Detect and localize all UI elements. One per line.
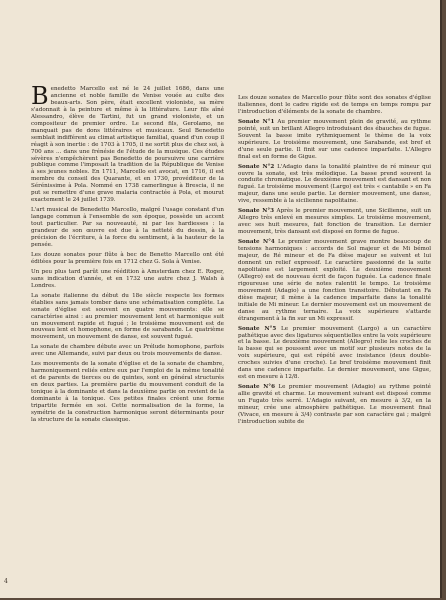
sonata-3-paragraph: Sonate N°3 Après le premier mouvement, une Sicilienne, suit un Allegro très enlevé en mesures simples. Le troisième mouvement, avec ses huit mesures, fait fonction de transition. Le dernier mouvement, très dansant est disposé en forme de fugue. [238, 208, 432, 236]
drop-cap: B [31, 82, 49, 110]
intro-paragraph: Les douze sonates de Marcello pour flûte sont des sonates d'église italiennes, dont le cadre rigide est de temps en temps rompu par l'introduction d'éléments de la sonate de chambre. [238, 95, 431, 115]
sonata-5-label: Sonate N°5 [238, 325, 277, 332]
sonata-2-paragraph: Sonate N°2 L'Adagio dans la tonalité plaintive de ré mineur qui ouvre la sonate, est très mélodique. La basse prend souvent la conduite chromatique. Le deuxième mouvement est dansant et non fugué. Le troisième mouvement (Largo) est très « cantabile » en Fa majeur, dans une seule partie. Le dernier mouvement, une danse, vive, ressemble à la sicilienne napolitaine. [238, 163, 432, 205]
sonata-6-label: Sonate N°6 [238, 384, 275, 391]
sonata-1-paragraph: Sonate N°1 Au premier mouvement plein de gravité, au rythme pointé, suit un brillant Allegro introduisant des ébauches de fugue. Souvent la basse imite rythmiquement le thème de la voix supérieure. Le troisième mouvement, une Sarabande, est bref et d'une seule partie. Il finit sur une cadence imparfaite. L'Allegro final est en forme de Gigue. [238, 118, 431, 160]
right-column [238, 95, 431, 426]
left-column [31, 82, 224, 424]
paragraph-6: La sonate de chambre débute avec un Prélude homophone, parfois avec une Allemande, suivi par deux ou trois mouvements de danse. [31, 344, 224, 358]
paragraph-1: Benedetto Marcello est né le 24 juillet 1686, dans une ancienne et noble famille de Venise vouée au culte des beaux-arts. Son père, était excellent violoniste, sa mère s'adonnait à la peinture et même à la littérature. Leur fils aîné Alessandro, élève de Tartini, fut un grand violoniste, et un compositeur de premier ordre. Le second fils, Gerolamo, ne manquait pas de dons littéraires et musicaux. Seul Benedetto semblait indifférent au climat artistique familial, quand d'un coup il réagit à son inertie : de 1703 à 1705, il ne sortit plus de chez soi, à 700 ans ... dans une frénésie de l'étude de la musique. Ces études sévères n'empêchèrent pas Benedetto de poursuivre une carrière publique comme l'imposait la tradition de la République de Venise à ses jeunes nobles. En 1711, Marcello est avocat, en 1716, il est membre du conseil des Quarante, et en 1730, provéditeur de la Sérénissime à Pola. Nommé en 1738 camerlingue à Brescia, il ne put se remettre d'une grave malaria contractée à Pola, et mourut exactement le 24 juillet 1739. [31, 82, 224, 204]
paragraph-7: Les mouvements de la sonate d'église et de la sonate de chambre, harmoniquement reliés entre eux par l'emploi de la même tonalité et de parents de tierces ou de quintes, sont en général structurés en deux parties. La première partie du mouvement conduit de la tonique à la dominante et dans la deuxième partie on revient de la dominante à la tonique. Ces petites finales créent une forme tripartite fermée en soi. Cette normalisation de la forme, la symétrie de la construction harmonique seront déterminants pour la structure de la sonate classique. [31, 361, 224, 423]
sonata-4-paragraph: Sonate N°4 Le premier mouvement grave montre beaucoup de tensions harmoniques : accords de Sol majeur et de Mi bémol majeur, de Ré mineur et de Fa dièse majeur se suivent et lui donnent un relief expressif. Le caractère passionné de la suite napolitaine est largement exploité. Le deuxième mouvement (Allegro) est de nouveau écrit de façon fuguée. La cadence finale rigoureuse une série de notes ralentit le tempo. Le troisième mouvement (Adagio) a une fonction transitoire. Débutant en Fa dièse majeur, il mène à la cadence imparfaite dans la tonalité initiale de Mi mineur. Le dernier mouvement est un mouvement de danse au rythme ternaire. La voix supérieure s'attarde étrangement à la fin sur un Mi expressif. [238, 239, 431, 322]
sonata-3-label: Sonate N°3 [238, 208, 275, 215]
sonata-4-label: Sonate N°4 [238, 239, 275, 246]
paragraph-5: La sonate italienne du début du 18e siècle respecte les formes établies sans jamais tomber dans une schématisation complète. La sonate d'église est souvent en quatre mouvements: elle se caractérise ainsi : au premier mouvement lent et harmonique suit un mouvement rapide et fugué ; le troisième mouvement est de nouveau lent et homophone, en forme de sarabande. Le quatrième mouvement, un mouvement de danse, est souvent fugué. [31, 292, 224, 341]
paragraph-3: Les douze sonates pour flûte à bec de Benetto Marcello ont été éditées pour la première fois en 1712 chez G. Sola à Venise. [31, 251, 224, 265]
sonata-2-label: Sonate N°2 [238, 163, 275, 170]
sonata-6-paragraph: Sonate N°6 Le premier mouvement (Adagio) au rythme pointé allie gravité et charme. Le mouvement suivant est disposé comme un Fugato très serré. L'Adagio suivant, en mesure à 3/2, en la mineur, crée une atmosphère pathétique. Le mouvement final (Vivace, en mesure à 3/4) contraste par son caractère gai ; malgré l'introduction subite de [238, 384, 431, 425]
sonata-1-label: Sonate N°1 [238, 118, 275, 125]
page-number: 4 [4, 578, 8, 585]
sonata-5-paragraph: Sonate N°5 Le premier mouvement (Largo) a un caractère pathétique avec des ligatures séquentielles entre la voix supérieure et la basse. Le deuxième mouvement (Allegro) relie les croches de la basse qui se poussent avec un motif sur plusieurs notes de la voix supérieure, qui est répété avec insistance (deux double-croches suivies d'une croche). Le bref troisième mouvement finit dans une cadence imparfaite. Le dernier mouvement, une Gigue, est en mesure à 12/8. [238, 325, 432, 381]
paragraph-2: L'art musical de Benedetto Marcello, malgré l'usage constant d'un langage commun à l'ensemble de son époque, possède un accent tout particulier. Par sa nouveauté, ni par les hardiesses : la grandeur de son œuvre est due à la netteté du dessin, à la précision de l'écriture, à la force du sentiment, à la hauteur de la pensée. [31, 207, 224, 248]
paragraph-4: Un peu plus tard parût une réédition à Amsterdam chez E. Roger, sans indication d'année, et en 1732 une autre chez J. Walsh à Londres. [31, 268, 224, 289]
